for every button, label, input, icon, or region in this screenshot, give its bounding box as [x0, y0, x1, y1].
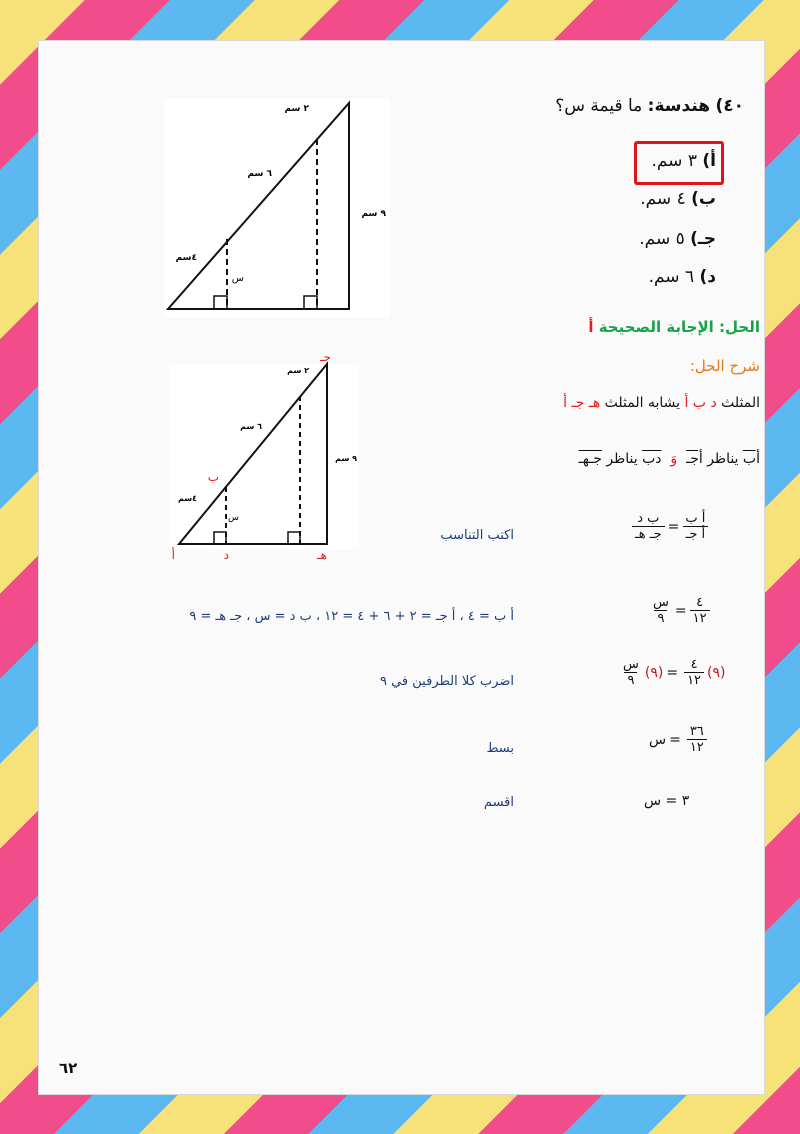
fraction: $\frac{٤}{١٢}$ [690, 595, 710, 626]
label-x: س [231, 273, 244, 284]
step-label-simplify: بسط [486, 741, 514, 756]
choice-text: ٣ سم. [651, 151, 697, 171]
question-topic: هندسة: [647, 96, 711, 116]
question-number: ٤٠) [715, 96, 744, 116]
triangle-1: د ب أ [684, 395, 717, 411]
vertex-b: ب [207, 470, 219, 484]
corr-word: يناظر [707, 451, 739, 467]
vertex-d: د [223, 548, 229, 562]
proportion-equation: $\frac{\text{ب د}}{\text{جـ هـ}}$ = $\frac{\text{أ ب}}{\text{أ جـ}}$ [629, 511, 711, 542]
step-label-multiply: اضرب كلا الطرفين في ٩ [379, 674, 514, 689]
solution-heading [588, 318, 760, 336]
vertex-c: جـ [320, 351, 331, 364]
label-hypotenuse: ٦ سم [247, 169, 272, 179]
choice-b[interactable] [640, 189, 716, 209]
fraction: $\frac{٤}{١٢}$ [684, 657, 704, 688]
fraction: $\frac{\text{أ ب}}{\text{أ جـ}}$ [682, 511, 708, 542]
label-top: ٢ سم [284, 104, 309, 114]
choice-c[interactable] [639, 229, 716, 249]
fraction: $\frac{٣٦}{١٢}$ [687, 724, 707, 755]
similar-prefix: المثلث [721, 395, 760, 411]
page-number: ٦٢ [59, 1059, 78, 1077]
solution-answer: أ [588, 318, 594, 336]
segment: جـهـ [578, 451, 602, 467]
choice-d[interactable] [649, 267, 716, 287]
page [38, 40, 765, 1095]
labeled-triangle-figure [159, 351, 369, 563]
label-lower-hypotenuse: ٤سم [177, 494, 197, 503]
choice-letter: أ) [702, 151, 716, 171]
values-substitution: أ ب = ٤ ، أ جـ = ٢ + ٦ + ٤ = ١٢ ، ب د = س ، جـ هـ = ٩ [189, 609, 514, 624]
label-x: س [228, 513, 239, 523]
segment: دب [642, 451, 662, 467]
choice-text: ٤ سم. [640, 189, 686, 209]
choice-a[interactable] [651, 151, 716, 171]
step-label-divide: اقسم [483, 795, 514, 810]
vertex-h: هـ [317, 548, 327, 562]
corr-word: يناظر [606, 451, 638, 467]
choice-letter: جـ) [690, 229, 716, 249]
triangle-2: هـ جـ أ [563, 395, 601, 411]
choice-letter: د) [699, 267, 716, 287]
similarity-statement [563, 395, 760, 411]
question-title [555, 96, 744, 116]
step-label-proportion: اكتب التناسب [440, 528, 514, 543]
and-word: وَ [670, 451, 678, 467]
explanation-title: شرح الحل: [689, 357, 760, 375]
fraction: $\frac{\text{س}}{٩}$ [623, 657, 639, 688]
vertex-a: أ [171, 548, 175, 562]
figure-background [164, 99, 390, 317]
choice-text: ٦ سم. [648, 267, 695, 287]
similar-mid: يشابه المثلث [604, 395, 681, 411]
correspondence-statement [579, 451, 760, 467]
segment: أجـ [686, 451, 703, 467]
label-hypotenuse: ٦ سم [240, 422, 262, 431]
fraction: $\frac{\text{س}}{٩}$ [653, 595, 669, 626]
label-right-side: ٩ سم [361, 209, 386, 219]
final-equation: ٣ = س [644, 793, 690, 809]
choice-letter: ب) [691, 189, 716, 209]
multiply-equation: $\frac{\text{س}}{٩}$ (٩) = $\frac{٤}{١٢}$ (٩) [617, 657, 726, 688]
question-prompt: ما قيمة س؟ [555, 96, 643, 116]
simplified-equation: س = $\frac{٣٦}{١٢}$ [649, 724, 710, 755]
label-right-side: ٩ سم [335, 454, 357, 463]
segment: أب [742, 451, 760, 467]
label-top: ٢ سم [287, 366, 309, 375]
choice-text: ٥ سم. [639, 229, 685, 249]
fraction: $\frac{\text{ب د}}{\text{جـ هـ}}$ [632, 511, 665, 542]
solution-label: الحل: الإجابة الصحيحة [598, 318, 760, 336]
label-lower-hypotenuse: ٤سم [175, 253, 197, 263]
triangle-figure [164, 99, 390, 317]
substituted-equation: $\frac{\text{س}}{٩}$ = $\frac{٤}{١٢}$ [647, 595, 713, 626]
